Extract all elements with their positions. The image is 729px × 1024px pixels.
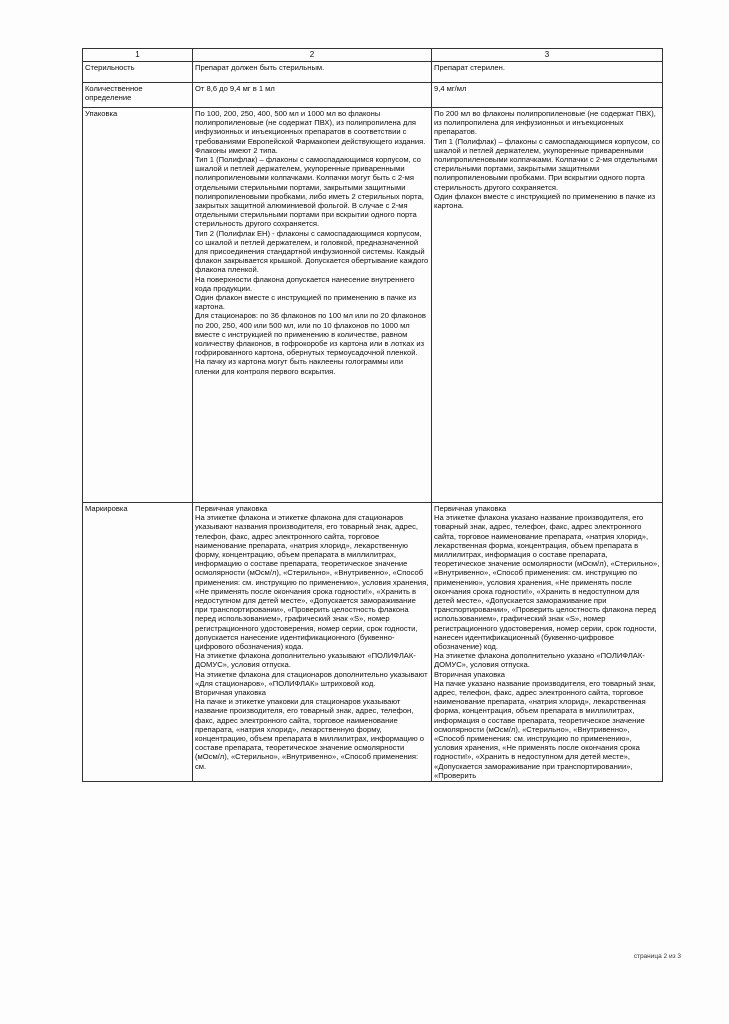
column-header-2: 2 <box>193 49 432 62</box>
page-number: страница 2 из 3 <box>633 953 681 960</box>
row-spec: Препарат должен быть стерильным. <box>193 62 432 83</box>
column-header-3: 3 <box>432 49 663 62</box>
table-row <box>83 62 663 83</box>
row-spec: От 8,6 до 9,4 мг в 1 мл <box>193 83 432 108</box>
table-header-row <box>83 49 663 62</box>
row-name: Стерильность <box>83 62 193 83</box>
row-name: Маркировка <box>83 503 193 782</box>
row-result: По 200 мл во флаконы полипропиленовые (не содержат ПВХ), из полипропилена для инфузионных и инъекционных препаратов. Тип 1 (Полифлак) – флаконы с самоспадающимся корпусом, со шкалой и петлей держателем, укупоренные приваренными полипропиленовыми колпачками. Колпачки с 2-мя отдельными стерильными портами, закрытыми защитными полипропиленовыми пробками. При вскрытии одного порта стерильность другого сохраняется. Один флакон вместе с инструкцией по применению в пачке из картона. <box>432 108 663 503</box>
column-header-1: 1 <box>83 49 193 62</box>
row-result: Первичная упаковка На этикетке флакона указано название производителя, его товарный знак, адрес, телефон, факс, адрес электронного сайта, торговое наименование препарата, «натрия хлорид», лекарственная форма, концентрация, объем препарата в миллилитрах, информация о составе препарата, теоретическое значение осмолярности (мОсм/л), «Стерильно», «Внутривенно», «Способ применения: см. инструкцию по применению», условия хранения, «Не применять после окончания срока годности!», «Хранить в недоступном для детей месте», «Допускается замораживание при транспортировании», «Проверить целостность флакона перед использованием», графический знак «S», номер регистрационного удостоверения, номер серии, срок годности, нанесен идентификационный (буквенно-цифровое обозначение) код. На этикетке флакона дополнительно указано «ПОЛИФЛАК-ДОМУС», условия отпуска. Вторичная упаковка На пачке указано название производителя, его товарный знак, адрес, телефон, факс, адрес электронного сайта, торговое наименование препарата, «натрия хлорид», лекарственная форма, концентрация, объем препарата в миллилитрах, информация о составе препарата, теоретическое значение осмолярности (мОсм/л), «Стерильно», «Внутривенно», «Способ применения: см. инструкцию по применению», условия хранения, «Не применять после окончания срока годности!», «Хранить в недоступном для детей месте», «Допускается замораживание при транспортировании», «Проверить <box>432 503 663 782</box>
specification-table <box>82 48 663 782</box>
row-spec: Первичная упаковка На этикетке флакона и этикетке флакона для стационаров указывают названия производителя, его товарный знак, адрес, телефон, факс, адрес электронного сайта, торговое наименование препарата, «натрия хлорид», лекарственную форму, концентрацию, объем препарата в миллилитрах, информацию о составе препарата, теоретическое значение осмолярности (мОсм/л), «Стерильно», «Внутривенно», «Способ применения: см. инструкцию по применению», условия хранения, «Не применять после окончания срока годности!», «Хранить в недоступном для детей месте», «Допускается замораживание при транспортировании», «Проверить целостность флакона перед использованием», графический знак «S», номер регистрационного удостоверения, номер серии, срок годности, допускается нанесение идентификационного (буквенно-цифрового обозначения) кода. На этикетке флакона дополнительно указывают «ПОЛИФЛАК-ДОМУС», условия отпуска. На этикетке флакона для стационаров дополнительно указывают «Для стационаров», «ПОЛИФЛАК» штриховой код. Вторичная упаковка На пачке и этикетке упаковки для стационаров указывают название производителя, его товарный знак, адрес, телефон, факс, адрес электронного сайта, торговое наименование препарата, «натрия хлорид», лекарственную форму, концентрацию, объем препарата в миллилитрах, информацию о составе препарата, теоретическое значение осмолярности (мОсм/л), «Стерильно», «Внутривенно», «Способ применения: см. <box>193 503 432 782</box>
row-result: 9,4 мг/мл <box>432 83 663 108</box>
table-row <box>83 503 663 782</box>
row-result: Препарат стерилен. <box>432 62 663 83</box>
row-name: Количественное определение <box>83 83 193 108</box>
table-row <box>83 108 663 503</box>
row-spec: По 100, 200, 250, 400, 500 мл и 1000 мл во флаконы полипропиленовые (не содержат ПВХ), из полипропилена для инфузионных и инъекционных препаратов в соответствии с требованиями Европейской Фармакопеи действующего издания. Флаконы имеют 2 типа. Тип 1 (Полифлак) – флаконы с самоспадающимся корпусом, со шкалой и петлей держателем, укупоренные приваренными полипропиленовыми колпачками. Колпачки могут быть с 2-мя отдельными стерильными портами, закрытыми защитными полипропиленовыми пробками, либо иметь 2 стерильных порта, закрытых защитной алюминиевой фольгой. В случае с 2-мя отдельными стерильными портами при вскрытии одного порта стерильность другого сохраняется. Тип 2 (Полифлак ЕН) - флаконы с самоспадающимся корпусом, со шкалой и петлей держателем, и головкой, предназначенной для присоединения стандартной инфузионной системы. Каждый флакон закрывается крышкой. Допускается обертывание каждого флакона пленкой. На поверхности флакона допускается нанесение внутреннего кода продукции. Один флакон вместе с инструкцией по применению в пачке из картона. Для стационаров: по 36 флаконов по 100 мл или по 20 флаконов по 200, 250, 400 или 500 мл, или по 10 флаконов по 1000 мл вместе с инструкцией по применению в количестве, равном количеству флаконов, в гофрокоробе из картона или в лотках из гофрированного картона, обернутых термоусадочной пленкой. На пачку из картона могут быть наклеены голограммы или пленки для контроля первого вскрытия. <box>193 108 432 503</box>
table-row <box>83 83 663 108</box>
row-name: Упаковка <box>83 108 193 503</box>
